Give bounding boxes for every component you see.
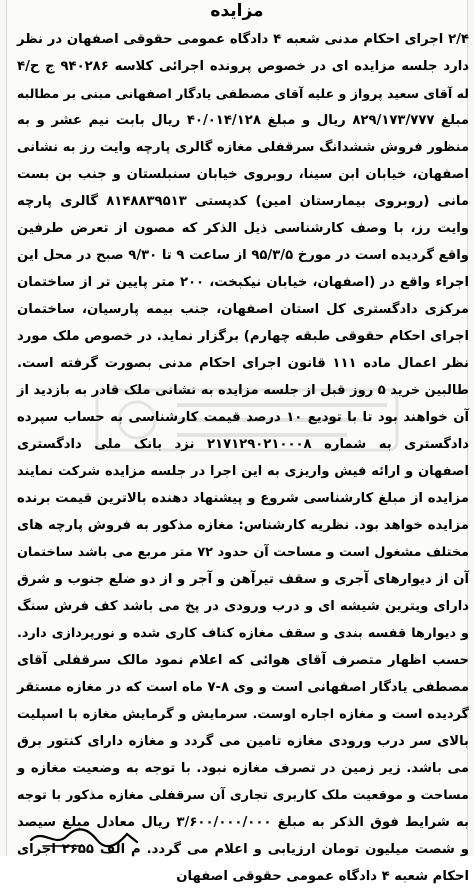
notice-line: اجرای احکام حقوقی طبقه چهارم) برگزار نماید. در خصوص ملک مورد xyxy=(17,329,469,344)
notice-line: مساحت و موقعیت ملک کاربری تجاری آن سرقفلی مغازه مذکور با توجه xyxy=(17,788,469,803)
notice-line: دارای ویترین شیشه ای و درب ورودی در پخ می باشد کف فرش سنگ xyxy=(17,599,469,614)
notice-line: و دیوارها قفسه بندی و سقف مغازه کناف کاری شده و نورپردازی دارد. xyxy=(17,626,469,641)
notice-line: واقع گردیده است در مورخ ۹۵/۳/۵ از ساعت ۹ تا ۹/۳۰ صبح در محل این xyxy=(17,248,469,263)
signature-scribble xyxy=(23,822,143,852)
notice-line: می باشد. زیر زمین در تصرف مغازه نبود. با توجه به وضعیت مغازه و xyxy=(17,761,469,776)
notice-line: مبلغ ۸۲۹/۱۷۳/۷۷۷ ریال و مبلغ ۴۰/۰۱۴/۱۲۸ ریال بابت نیم عشر و به xyxy=(17,113,469,128)
notice-line: اصفهان، خیابان ابن سینا، روبروی خیابان سنبلستان و جنب بن بست xyxy=(17,167,469,182)
notice-line: نظر اعمال ماده ۱۱۱ قانون اجرای احکام مدنی بصورت گرفته است. xyxy=(17,356,469,371)
notice-line: وایت رز، با وصف کارشناسی ذیل الذکر که مصون از تعرض طرفین xyxy=(17,221,469,236)
notice-line: اجراء واقع در (اصفهان، خیابان نیکبخت، ۲۰۰ متر پایین تر از ساختمان xyxy=(17,275,470,290)
notice-line: آن از دیوارهای آجری و سقف تیرآهن و آجر و از دو ضلع جنوب و شرق xyxy=(17,572,469,587)
notice-line: ۲/۴ اجرای احکام مدنی شعبه ۴ دادگاه عمومی حقوقی اصفهان در نظر xyxy=(17,32,469,47)
notice-line: گردیده است و مغازه اجاره اوست. سرمایش و گرمایش مغازه با اسپلیت xyxy=(17,707,469,722)
notice-line: حسب اظهار متصرف آقای هوائی که اعلام نمود مالک سرقفلی آقای xyxy=(17,653,469,668)
notice-line: بالای سر درب ورودی مغازه تامین می گردد و مغازه دارای کنتور برق xyxy=(17,734,469,749)
notice-title: مزایده xyxy=(210,1,264,21)
notice-line: دارد جلسه مزایده ای در خصوص پرونده اجرائی کلاسه ۹۴۰۲۸۶ ج ح/۴ xyxy=(17,59,469,74)
notice-body xyxy=(17,26,469,890)
notice-line: له آقای سعید پرواز و علیه آقای مصطفی یادگار اصفهانی مبنی بر مطالبه xyxy=(16,86,469,101)
notice-line: دادگستری به شماره ۲۱۷۱۲۹۰۲۱۰۰۰۸ نزد بانک ملی دادگستری xyxy=(17,437,469,452)
notice-line: مرکزی دادگستری کل استان اصفهان، جنب بیمه پارسیان، ساختمان xyxy=(17,302,469,317)
notice-line: اصفهان و ارائه فیش واریزی به این اجرا در جلسه مزایده شرکت نمایند xyxy=(17,464,469,479)
auction-notice xyxy=(6,0,470,884)
notice-line: به شرایط فوق الذکر به مبلغ ۳/۶۰۰/۰۰۰/۰۰۰ ریال معادل مبلغ سیصد xyxy=(17,815,469,830)
notice-line: احکام شعبه ۴ دادگاه عمومی حقوقی اصفهان xyxy=(176,869,469,884)
notice-line: و شصت میلیون تومان ارزیابی و اعلام می گردد. م الف ۲۶۵۵ اجرای xyxy=(17,842,469,857)
notice-line: مزایده از مبلغ کارشناسی شروع و پیشنهاد دهنده بالاترین قیمت برنده xyxy=(17,491,469,506)
notice-line: مزایده خواهد بود. نظریه کارشناس: مغازه مذکور به فروش پارچه های xyxy=(17,518,469,533)
notice-line: مختلف مشغول است و مساحت آن حدود ۷۲ متر مربع می باشد ساختمان xyxy=(17,545,469,560)
notice-line: آن خواهند بود تا با تودیع ۱۰ درصد قیمت کارشناسی به حساب سپرده xyxy=(17,410,469,425)
notice-line: مصطفی یادگار اصفهانی است و وی ۸-۷ ماه است که در مغازه مستقر xyxy=(16,680,469,695)
notice-line: طالبین خرید ۵ روز قبل از جلسه مزایده به نشانی ملک قادر به بازدید از xyxy=(17,383,469,398)
notice-line: منظور فروش ششدانگ سرقفلی مغازه گالری پارچه وایت رز به نشانی xyxy=(17,140,469,155)
notice-line: مانی (روبروی بیمارستان امین) کدپستی ۸۱۴۸۸۳۹۵۱۳ گالری پارچه xyxy=(17,194,469,209)
